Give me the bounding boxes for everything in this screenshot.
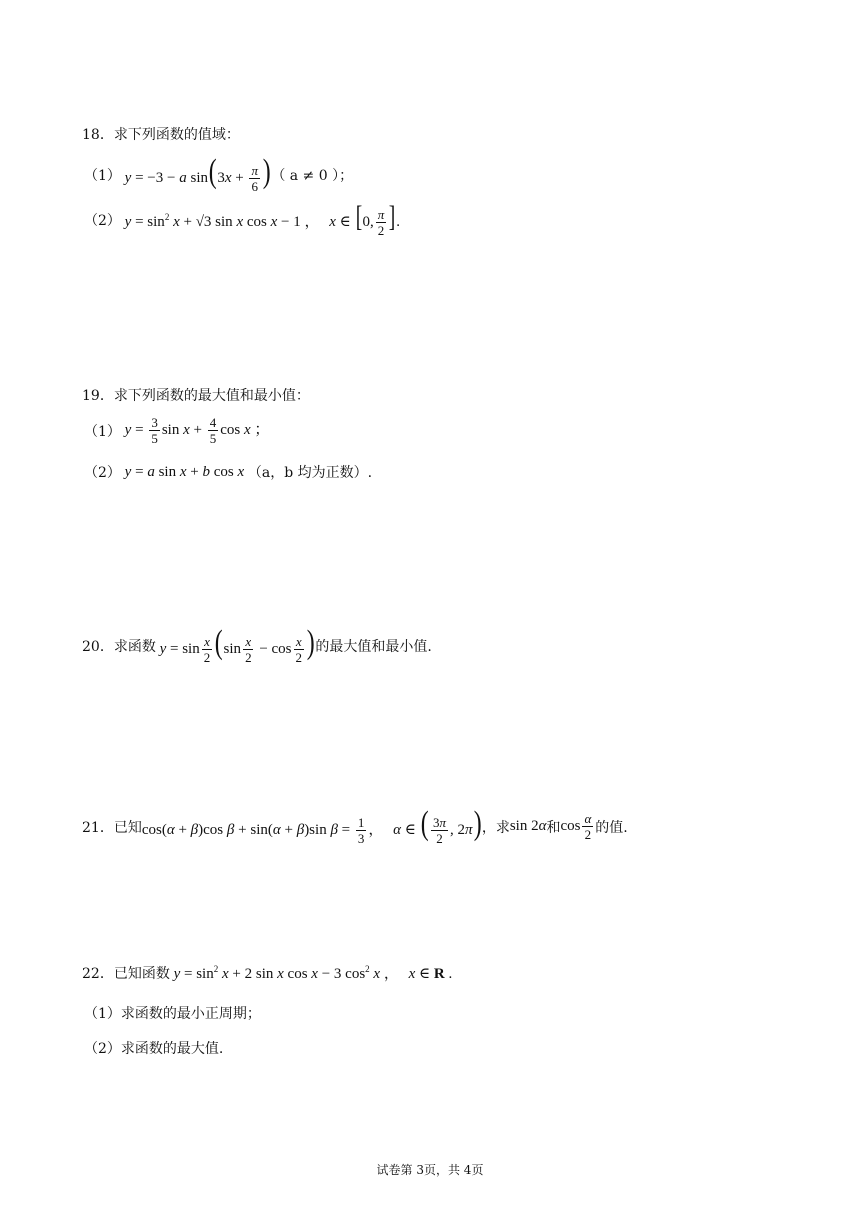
q21-cos-half: cos $\frac{\alpha}{2}$ bbox=[560, 811, 592, 843]
q18-part1-condition: （ a ≠ 0 ）； bbox=[271, 167, 354, 184]
q21-sin2a: sin 2α bbox=[509, 818, 547, 835]
q22-formula: $y = \sin^2 x + 2$ sin x cos x − 3 $\cos^2 x$ ， x ∈ R . bbox=[173, 964, 453, 982]
q21-formula: cos(α + β)cos β + sin(α + β)sin β = $\frac{1}{3}$ ， α ∈ ( $\frac{3\pi}{2}$ , 2π) bbox=[141, 805, 482, 847]
q18-part1-label: （1） bbox=[84, 167, 121, 184]
q22-part2 bbox=[84, 1038, 223, 1058]
q20-prefix: 20．求函数 bbox=[82, 638, 156, 655]
q22-part1-text: （1）求函数的最小正周期； bbox=[84, 1006, 261, 1022]
q19-part1 bbox=[84, 415, 269, 446]
q19-part2-label: （2） bbox=[84, 465, 121, 481]
page-footer: 试卷第 3页，共 4页 bbox=[376, 1163, 484, 1177]
q22-stem-text: 22．已知函数 bbox=[82, 965, 170, 982]
q22-part2-text: （2）求函数的最大值. bbox=[84, 1041, 224, 1057]
q18-part2-label: （2） bbox=[84, 213, 121, 230]
q21-middle: ，求 bbox=[481, 819, 510, 836]
q22-part1 bbox=[84, 1003, 261, 1023]
q18-part1-formula: y = −3 − a sin(3x + $\frac{\pi}{6}$ ) bbox=[124, 153, 271, 195]
q21-prefix: 21．已知 bbox=[82, 819, 142, 836]
q21-suffix: 的值. bbox=[595, 819, 628, 836]
q20-formula: y = sin $\frac{x}{2}$ (sin $\frac{x}{2}$ − cos $\frac{x}{2}$ ) bbox=[159, 624, 315, 666]
q19-stem bbox=[82, 385, 310, 405]
q21-and: 和 bbox=[546, 819, 561, 836]
q20-suffix: 的最大值和最小值. bbox=[315, 638, 432, 655]
q19-part1-formula: y = $\frac{3}{5}$ sin x + $\frac{4}{5}$ cos x ； bbox=[124, 415, 270, 446]
q18-part2 bbox=[84, 202, 400, 238]
q22-stem bbox=[82, 962, 452, 983]
q18-part1 bbox=[84, 155, 353, 194]
q19-stem-text: 19．求下列函数的最大值和最小值： bbox=[82, 388, 310, 404]
q18-part2-formula: $y = \sin^2 x + √3$ sin x cos x − 1 ， x ∈ [0, $\frac{\pi}{2}$ ]. bbox=[124, 200, 401, 239]
q21 bbox=[82, 807, 628, 846]
q18-stem bbox=[82, 124, 240, 144]
q20 bbox=[82, 626, 432, 665]
q19-part2-formula: y = a sin x + b cos x bbox=[124, 463, 245, 480]
q18-stem-text: 18．求下列函数的值域： bbox=[82, 127, 240, 143]
q19-part2 bbox=[84, 462, 372, 482]
q19-part2-note: （a，b 均为正数）. bbox=[247, 465, 373, 481]
q19-part1-label: （1） bbox=[84, 423, 121, 440]
